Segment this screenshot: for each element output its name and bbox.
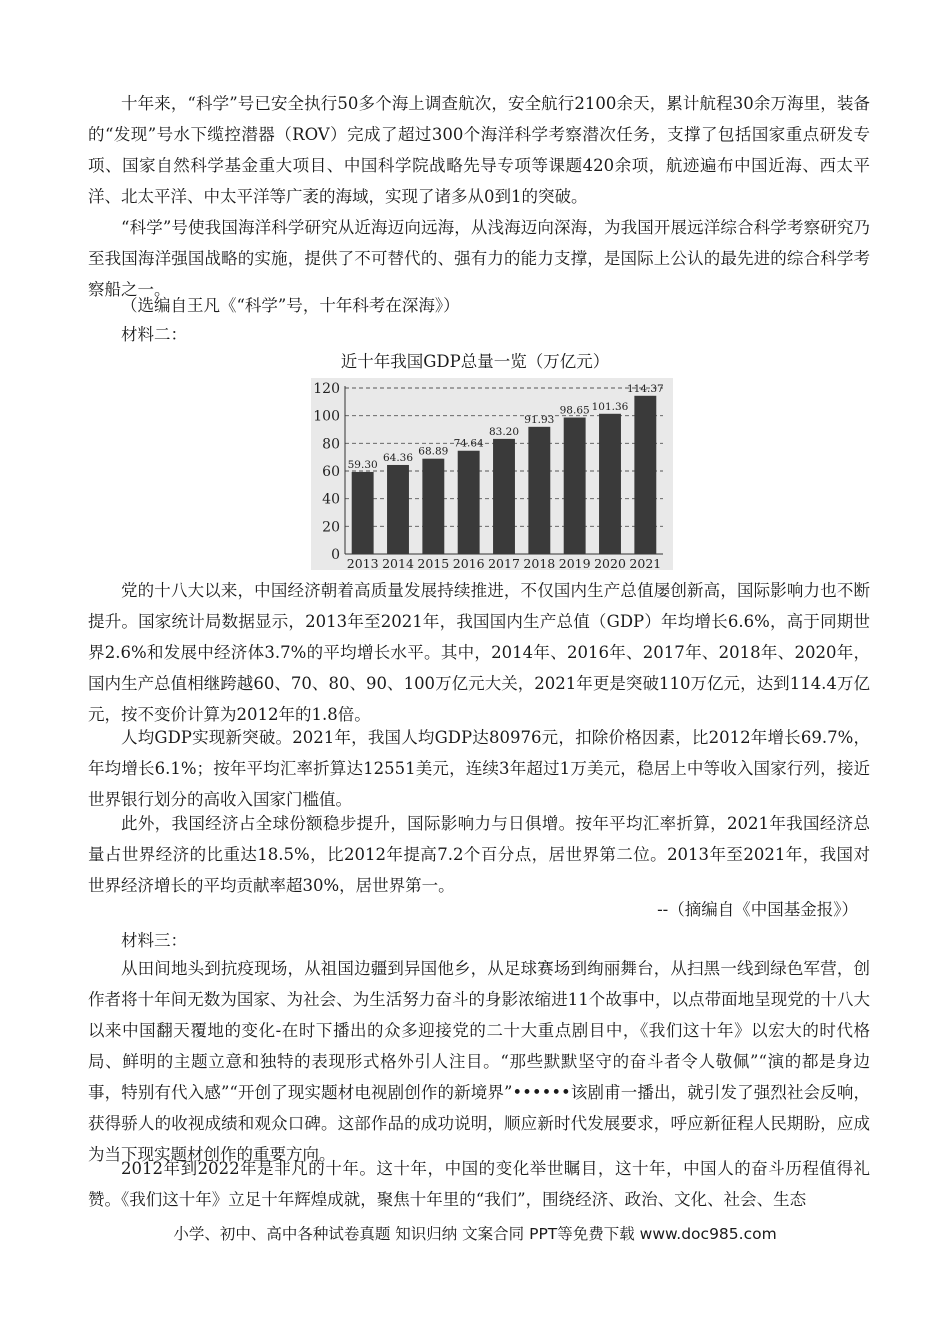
bar (634, 396, 656, 554)
bar-value-label: 114.37 (626, 382, 664, 395)
gdp-bar-chart (311, 378, 673, 570)
y-tick-label: 60 (322, 464, 340, 480)
x-tick-label: 2016 (452, 556, 485, 570)
y-tick-label: 80 (322, 436, 340, 453)
material1-source: （选编自王凡《“科学”号，十年科考在深海》） (121, 296, 460, 315)
material2-source: --（摘编自《中国基金报》） (657, 900, 858, 919)
material1-paragraph-1: 十年来，“科学”号已安全执行50多个海上调查航次，安全航行2100余天，累计航程30余万海里，装备的“发现”号水下缆控潜器（ROV）完成了超过300个海洋科学考察潜次任务，支撑了包括国家重点研发专项、国家自然科学基金重大项目、中国科学院战略先导专项等课题420余项，航迹遍布中国近海、西太平洋、北太平洋、中太平洋等广袤的海域，实现了诸多从0到1的突破。 (88, 94, 870, 206)
bar (599, 414, 621, 554)
bar-value-label: 83.20 (488, 425, 520, 438)
material2-paragraph-2: 人均GDP实现新突破。2021年，我国人均GDP达80976元，扣除价格因素，比2012年增长69.7%，年均增长6.1%；按年平均汇率折算达12551美元，连续3年超过1万美元，稳居上中等收入国家行列，接近世界银行划分的高收入国家门槛值。 (88, 728, 870, 809)
bar-value-label: 101.36 (591, 400, 629, 413)
y-tick-label: 100 (313, 408, 340, 425)
y-tick-label: 0 (331, 547, 340, 563)
material2-paragraph-3: 此外，我国经济占全球份额稳步提升，国际影响力与日俱增。按年平均汇率折算，2021年我国经济总量占世界经济的比重达18.5%，比2012年提高7.2个百分点，居世界第二位。2013年至2021年，我国对世界经济增长的平均贡献率超30%，居世界第一。 (88, 814, 870, 895)
material3-paragraph-2: 2012年到2022年是非凡的十年。这十年，中国的变化举世瞩目，这十年，中国人的奋斗历程值得礼赞。《我们这十年》立足十年辉煌成就，聚焦十年里的“我们”，围绕经济、政治、文化、社会、生态 (88, 1159, 870, 1209)
x-tick-label: 2013 (346, 556, 379, 570)
material2-heading: 材料二： (121, 325, 187, 344)
bar-value-label: 74.64 (453, 437, 484, 450)
bar-value-label: 98.65 (559, 404, 590, 417)
material2-paragraph-1: 党的十八大以来，中国经济朝着高质量发展持续推进，不仅国内生产总值屡创新高，国际影响力也不断提升。国家统计局数据显示，2013年至2021年，我国国内生产总值（GDP）年均增长6.6%，高于同期世界2.6%和发展中经济体3.7%的平均增长水平。其中，2014年、2016年、2017年、2018年、2020年，国内生产总值相继跨越60、70、80、90、100万亿元大关，2021年更是突破110万亿元，达到114.4万亿元，按不变价计算为2012年的1.8倍。 (88, 581, 870, 724)
bar (352, 472, 374, 554)
bar-value-label: 64.36 (382, 451, 414, 464)
gdp-bar-chart-container (311, 378, 673, 570)
bar (493, 439, 515, 554)
x-tick-label: 2021 (629, 556, 662, 570)
x-tick-label: 2019 (558, 556, 591, 570)
bar (422, 459, 444, 554)
x-tick-label: 2014 (382, 556, 414, 570)
bar-value-label: 91.93 (524, 413, 555, 426)
bar (458, 451, 480, 554)
x-tick-label: 2018 (523, 556, 556, 570)
x-tick-label: 2017 (488, 556, 520, 570)
x-tick-label: 2015 (417, 556, 450, 570)
material1-paragraph-2: “科学”号使我国海洋科学研究从近海迈向远海，从浅海迈向深海，为我国开展远洋综合科学考察研究乃至我国海洋强国战略的实施，提供了不可替代的、强有力的能力支撑，是国际上公认的最先进的综合科学考察船之一。 (88, 218, 870, 299)
footer-advert: 小学、初中、高中各种试卷真题 知识归纳 文案合同 PPT等免费下载 www.doc985.com (173, 1225, 777, 1243)
bar-value-label: 68.89 (418, 445, 449, 458)
bar (528, 427, 550, 554)
y-tick-label: 40 (322, 491, 340, 508)
material3-paragraph-1: 从田间地头到抗疫现场，从祖国边疆到异国他乡，从足球赛场到绚丽舞台，从扫黑一线到绿色军营，创作者将十年间无数为国家、为社会、为生活努力奋斗的身影浓缩进11个故事中，以点带面地呈现党的十八大以来中国翻天覆地的变化-在时下播出的众多迎接党的二十大重点剧目中，《我们这十年》以宏大的时代格局、鲜明的主题立意和独特的表现形式格外引人注目。“那些默默坚守的奋斗者令人敬佩”“演的都是身边事，特别有代入感”“开创了现实题材电视剧创作的新境界”••••••该剧甫一播出，就引发了强烈社会反响，获得骄人的收视成绩和观众口碑。这部作品的成功说明，顺应新时代发展要求，呼应新征程人民期盼，应成为当下现实题材创作的重要方向。 (88, 959, 870, 1164)
material3-heading: 材料三： (121, 931, 187, 950)
bar-value-label: 59.30 (347, 458, 378, 471)
bar (387, 465, 409, 554)
bar (564, 418, 586, 554)
x-tick-label: 2020 (594, 556, 626, 570)
y-tick-label: 120 (313, 381, 340, 397)
chart-title: 近十年我国GDP总量一览（万亿元） (340, 352, 610, 371)
y-tick-label: 20 (322, 519, 340, 536)
